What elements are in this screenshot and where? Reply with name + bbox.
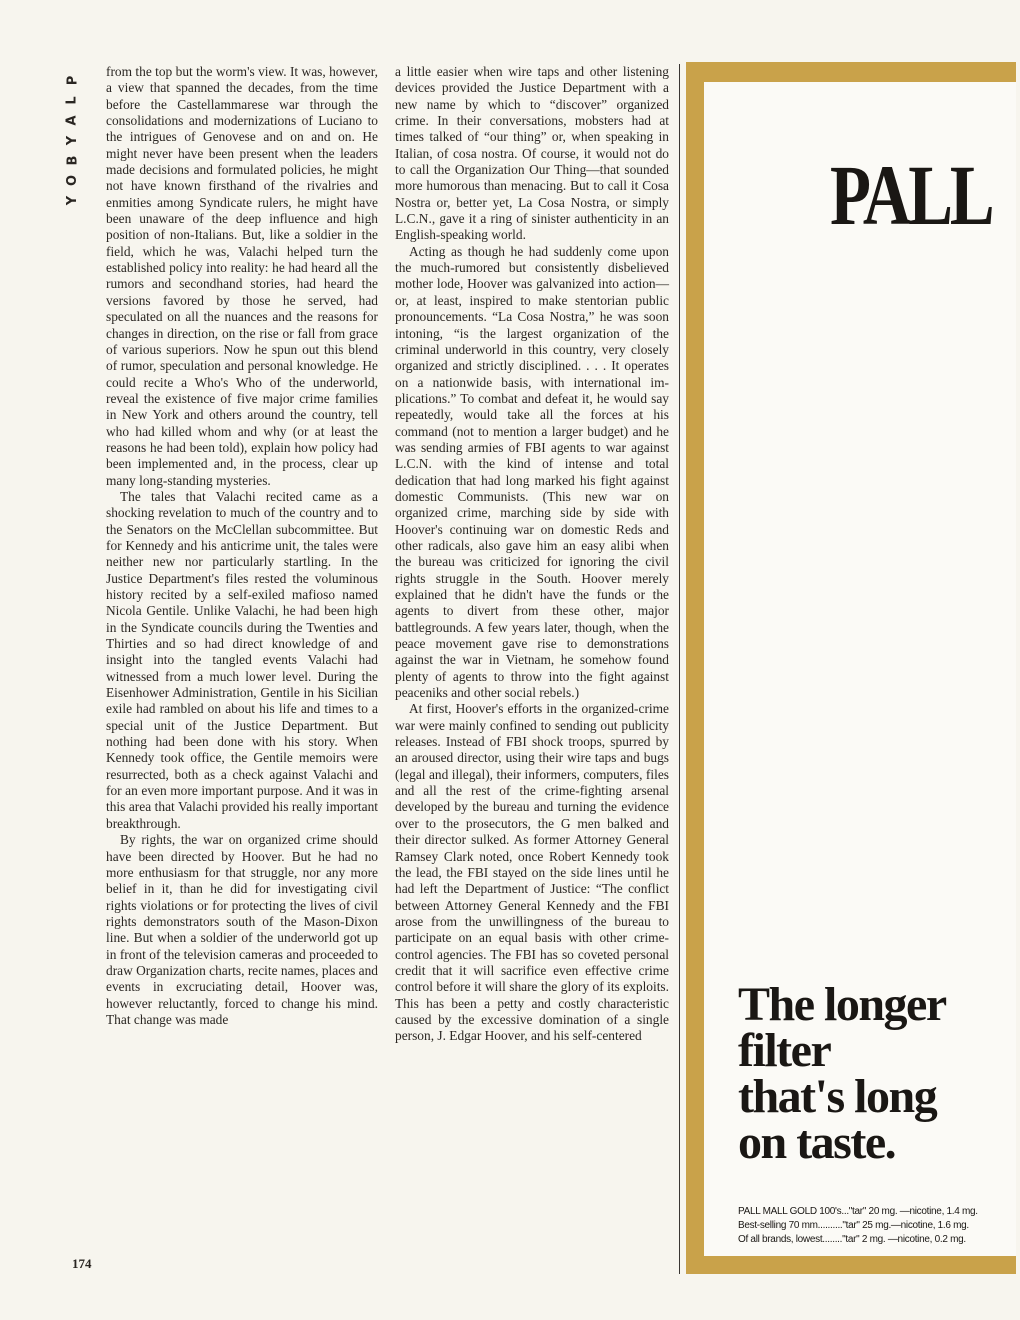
paragraph: a little easier when wire taps and other listening devices provided the Justice Department with a new name by which to “discover” organized crime. In their conversations, mobsters had at times talked of “our thing” or, when speaking in Italian, of cosa nostra. Of course, it would not do to call the Organization Our Thing—that sounded more humorous than menacing. But to call it Cosa Nostra or, better yet, La Cosa Nostra, or simply L.C.N., gave it a ring of sinister authenticity in an English-speaking world. bbox=[395, 64, 669, 243]
headline-line: The longer bbox=[738, 978, 946, 1031]
fine-print-line: Of all brands, lowest........"tar" 2 mg. —nicotine, 0.2 mg. bbox=[738, 1234, 966, 1245]
fine-print-line: PALL MALL GOLD 100's..."tar" 20 mg. —nicotine, 1.4 mg. bbox=[738, 1206, 978, 1217]
column-divider bbox=[679, 64, 680, 1274]
paragraph: Acting as though he had suddenly come upon the much-rumored but consistently disbelieved mother lode, Hoover was galvanized into action—or, at least, inspired to make stentorian public pronouncements. “La Cosa Nostra,” he was soon intoning, “is the largest organization of the criminal underworld in this country, very closely organized and strictly disciplined. . . . It operates on a nationwide basis, with international implications.” To combat and defeat it, he would say repeatedly, would take all the forces at his command (not to mention a larger budget) and he was sending armies of FBI agents to war against L.C.N. with the kind of intense and total dedication that had long marked his fight against domestic Communists. (This new war on organized crime, marching side by side with Hoover's continuing war on domestic Reds and other radicals, also gave him an easy alibi when the bureau was criticized for ignoring the civil rights struggle in the South. Hoover merely explained that he didn't have the funds or the agents to divert from these other, major battlegrounds. A few years later, though, when the peace movement gave rise to demonstrations against the war in Vietnam, he somehow found plenty of agents to throw into the fight against peaceniks and other social rebels.) bbox=[395, 243, 669, 701]
headline-line: that's long bbox=[738, 1070, 937, 1123]
paragraph: At first, Hoover's efforts in the organized-crime war were mainly confined to sending out publicity releases. Instead of FBI shock troops, spurred by an aroused director, using their wire taps and bugs (legal and illegal), their informers, computers, files and all the rest of the crime-fighting arsenal developed by the bureau and turning the evidence over to the prosecutors, the G men balked and their director sulked. As former Attorney General Ramsey Clark noted, once Robert Kennedy took the lead, the FBI stayed on the side lines until he had left the Department of Justice: “The conflict between Attorney General Kennedy and the FBI arose from the unwillingness of the bureau to participate on an equal basis with other crime-control agencies. The FBI has so coveted personal credit that it will sacrifice even effective crime control before it will share the glory of its exploits. This has been a petty and costly characteristic caused by the excessive domination of a single person, J. Edgar Hoover, and his self-centered bbox=[395, 701, 669, 1044]
headline-line: on taste. bbox=[738, 1116, 896, 1169]
ad-headline bbox=[738, 978, 1008, 1169]
masthead-letter: A bbox=[65, 114, 80, 126]
masthead-letter: Y bbox=[64, 194, 80, 206]
masthead-letter: O bbox=[65, 173, 80, 187]
headline-line: filter bbox=[738, 1024, 831, 1077]
masthead-letter: B bbox=[64, 154, 80, 166]
article-column-left bbox=[106, 64, 378, 1028]
masthead-letter: P bbox=[65, 74, 80, 86]
page-number: 174 bbox=[72, 1256, 92, 1271]
paragraph: By rights, the war on organized crime should have been directed by Hoover. But he had no more enthusiasm for that struggle, nor any more belief in it, than he did for investigating civil rights violations or for protecting the lives of civil rights demonstrators south of the Mason-Dixon line. But when a soldier of the underworld got up in front of the television cameras and proceeded to draw Organization charts, recite names, places and events in excruciating detail, Hoover was, however reluctantly, forced to change his mind. That change was made bbox=[106, 832, 378, 1027]
cigarette-advertisement bbox=[686, 62, 1016, 1274]
paragraph: from the top but the worm's view. It was, however, a view that spanned the decades, from the time before the Castellammarese war through the consolidations and modernizations of Luciano to the intrigues of Genovese and on and on. He might never have been present when the leaders made decisions and formulated policies, he might not have known firsthand of the rivalries and enmities among Syndicate rulers, he might have been unaware of the deep influence and high position of non-Italians. But, like a soldier in the field, which he was, Valachi helped turn the established policy into reality: he had heard all the rumors and secondhand stories, had heard the versions favored by those he served, had speculated on all the nuances and the reasons for changes in direction, on the rise or fall from grace of various superiors. Now he spun out this blend of rumor, speculation and personal knowledge. He could recite a Who's Who of the underworld, reveal the existence of five major crime families in New York and others around the country, tell who had killed whom and why (or at least the reasons he had been told), explain how policy had been implemented and, in the process, clear up many long-standing mysteries. bbox=[106, 64, 378, 488]
tar-nicotine-disclosure bbox=[738, 1205, 1008, 1247]
brand-logo: PALL bbox=[830, 147, 992, 243]
ad-panel bbox=[704, 82, 1016, 1256]
paragraph: The tales that Valachi recited came as a shocking revelation to much of the country and to the Senators on the McClellan subcommittee. But for Kennedy and his anticrime unit, the tales were neither new nor particularly startling. In the Justice Department's files rested the voluminous history recited by a self-exiled mafioso named Nicola Gentile. Unlike Valachi, he had been high in the Syndicate councils during the Twenties and Thirties and so had direct knowledge of and insight into the tangled events Valachi had witnessed from a much lower level. During the Eisenhower Administration, Gentile in his Sicilian exile had rambled on about his life and times to a special unit of the Justice Department. But nothing had been done with his story. When Kennedy took office, the Gentile memoirs were resurrected, both as a check against Valachi and for an even more important purpose. And it was in this area that Valachi provided his really important breakthrough. bbox=[106, 488, 378, 831]
article-column-middle bbox=[395, 64, 669, 1045]
masthead-letter: L bbox=[64, 95, 80, 105]
fine-print-line: Best-selling 70 mm.........."tar" 25 mg.—nicotine, 1.6 mg. bbox=[738, 1220, 969, 1231]
masthead-playboy bbox=[58, 70, 88, 210]
masthead-letter: Y bbox=[64, 134, 80, 146]
